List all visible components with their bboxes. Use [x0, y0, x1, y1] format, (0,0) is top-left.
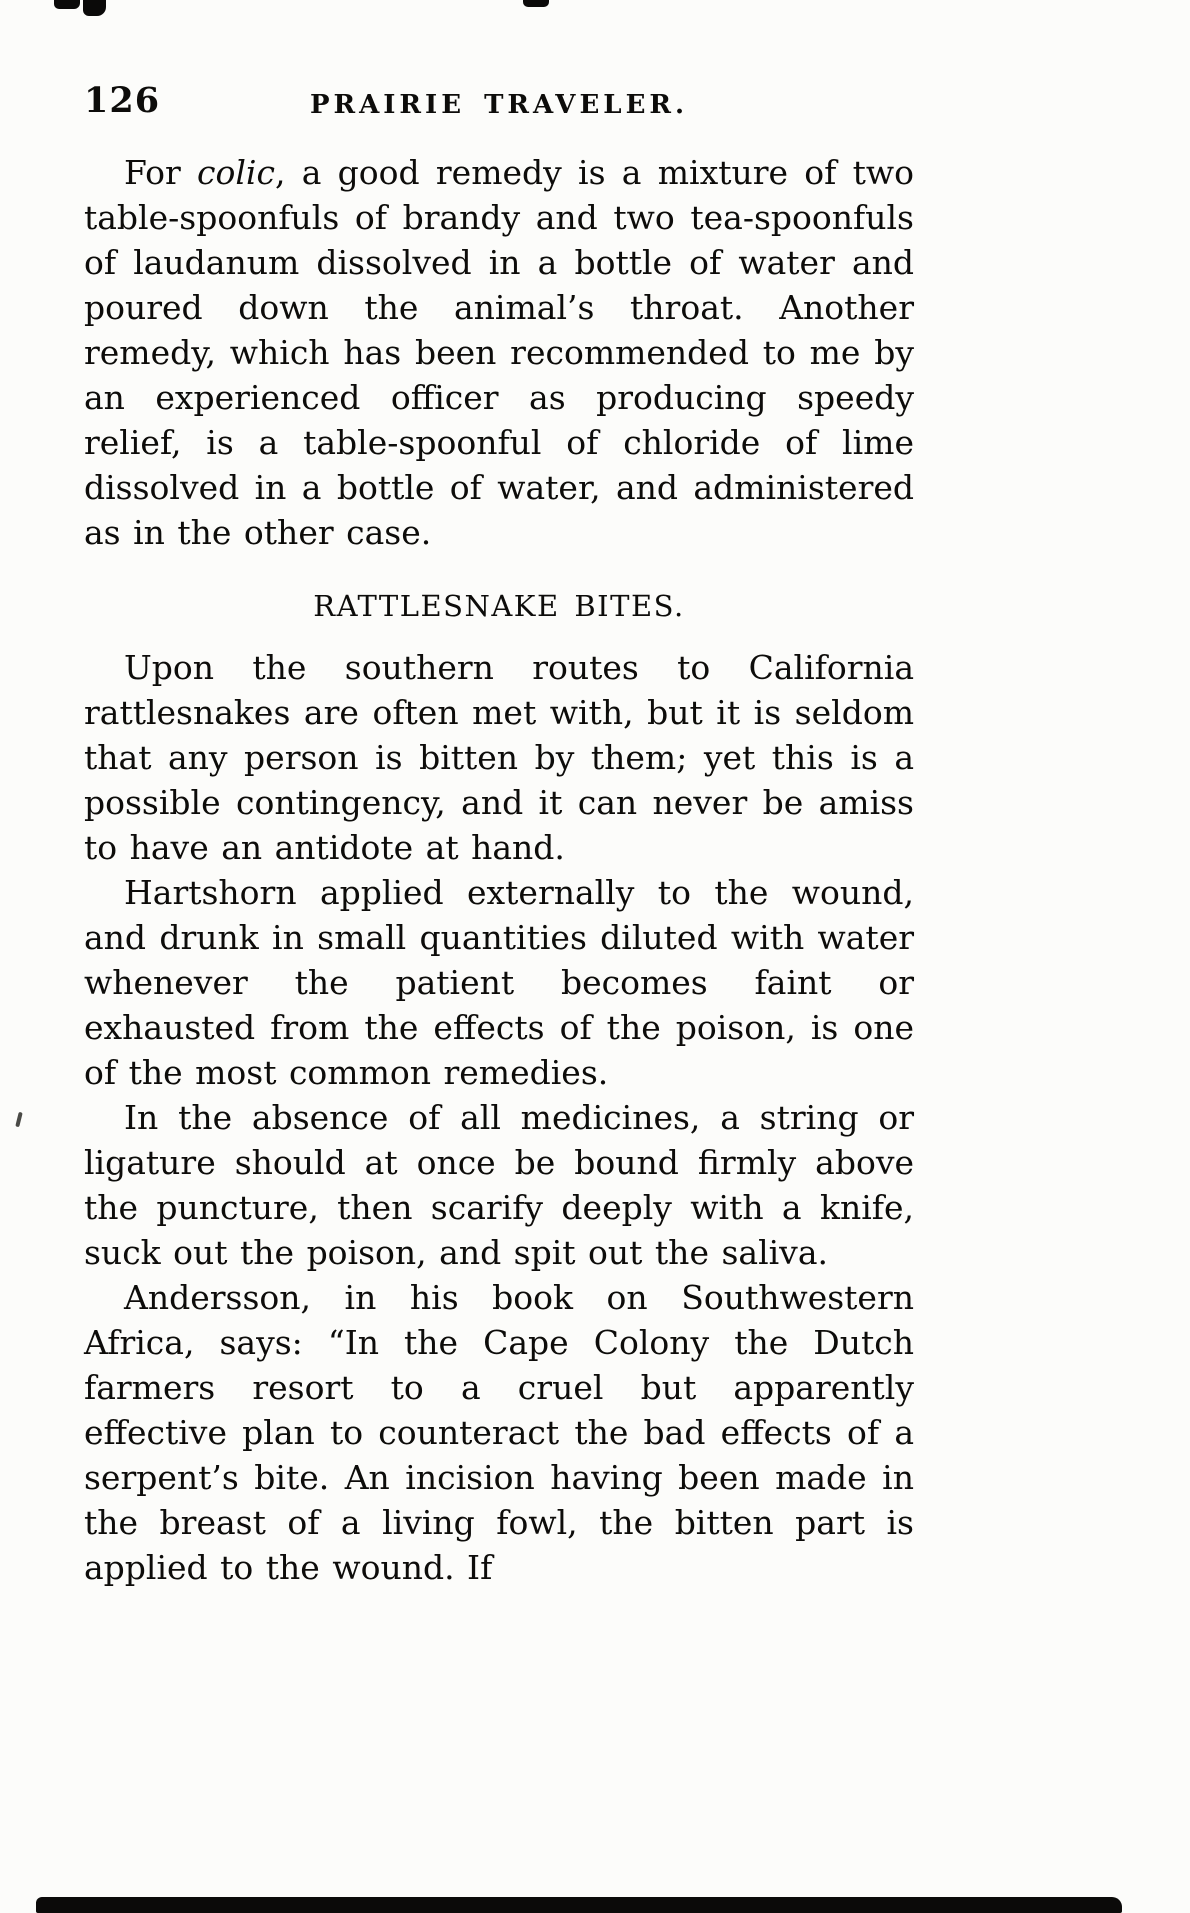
scan-smudge	[523, 0, 549, 7]
paragraph-hartshorn-remedy: Hartshorn applied externally to the wound, and drunk in small quantities diluted with water whenever the patient becomes faint or exhausted from the effects of the poison, is one of the most common remedies.	[84, 873, 914, 1092]
paragraph-colic-remedy	[84, 150, 914, 555]
running-title: PRAIRIE TRAVELER.	[309, 90, 689, 120]
scan-bottom-bar	[36, 1897, 1122, 1913]
italic-term-colic: colic	[197, 153, 275, 192]
section-heading-rattlesnake-bites: RATTLESNAKE BITES.	[313, 589, 685, 623]
paragraph-southern-routes: Upon the southern routes to California rattlesnakes are often met with, but it is seldom that any person is bitten by them; yet this is a possible contingency, and it can never be amiss to have an antidote at hand.	[84, 648, 914, 867]
scan-smudge	[15, 1112, 23, 1128]
paragraph-andersson-quote: Andersson, in his book on Southwestern Africa, says: “In the Cape Colony the Dutch farmers resort to a cruel but apparently effective plan to counteract the bad effects of a serpent’s bite. An incision having been made in the breast of a living fowl, the bitten part is applied to the wound. If	[84, 1278, 914, 1587]
paragraph-ligature-method: In the absence of all medicines, a string or ligature should at once be bound firmly above the puncture, then scarify deeply with a knife, suck out the poison, and spit out the saliva.	[84, 1098, 914, 1272]
paragraph-text: For	[124, 153, 197, 192]
page-number: 126	[84, 80, 161, 121]
paragraph-text: , a good remedy is a mixture of two table-spoonfuls of brandy and two tea-spoonfuls of laudanum dissolved in a bottle of water and poured down the animal’s throat. Another remedy, which has been recommended to me by an experienced officer as producing speedy relief, is a table-spoonful of chloride of lime dissolved in a bottle of water, and administered as in the other case.	[84, 153, 914, 552]
scan-smudge	[83, 0, 106, 16]
scan-smudge	[54, 0, 80, 9]
text-block	[84, 150, 914, 1590]
